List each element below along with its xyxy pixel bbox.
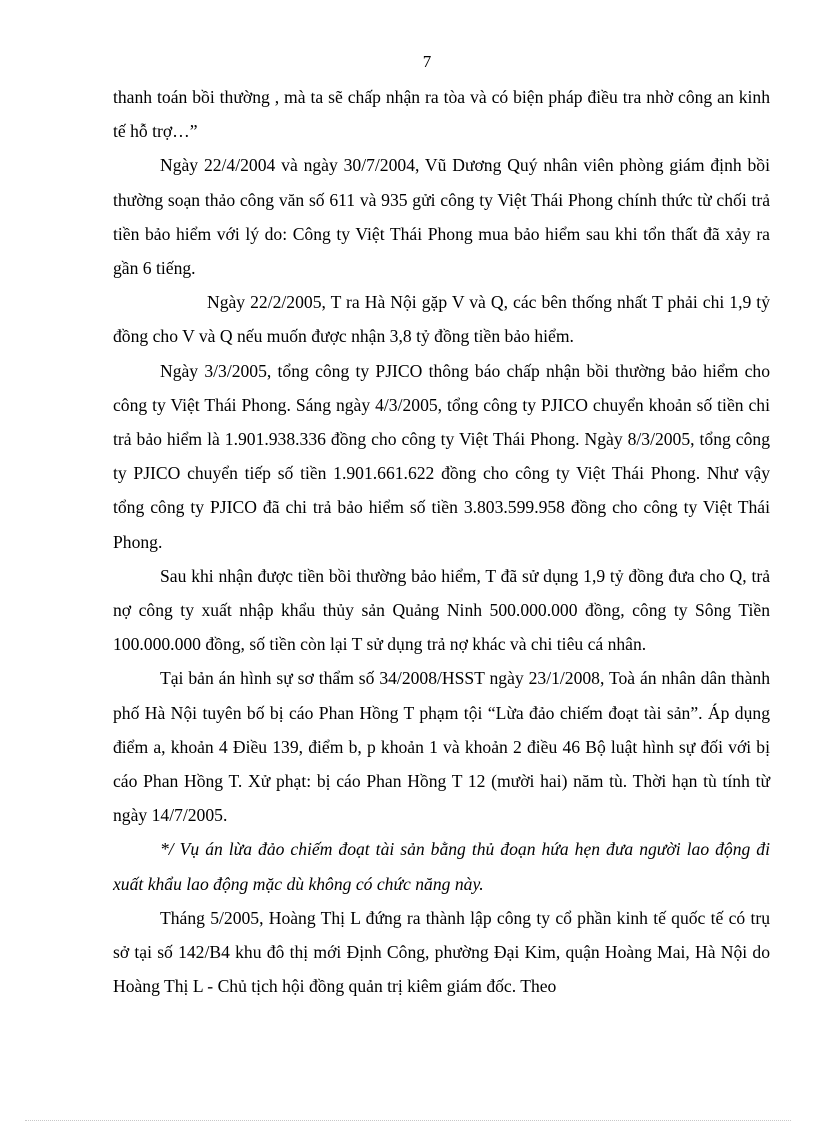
paragraph-spending: Sau khi nhận được tiền bồi thường bảo hiểm, T đã sử dụng 1,9 tỷ đồng đưa cho Q, trả nợ công ty xuất nhập khẩu thủy sản Quảng Ninh 500.000.000 đồng, công ty Sông Tiền 100.000.000 đồng, số tiền còn lại T sử dụng trả nợ khác và chi tiêu cá nhân.	[113, 565, 770, 655]
document-body	[113, 80, 770, 1003]
paragraph-refusal: Ngày 22/4/2004 và ngày 30/7/2004, Vũ Dương Quý nhân viên phòng giám định bồi thường soạn thảo công văn số 611 và 935 gửi công ty Việt Thái Phong chính thức từ chối trả tiền bảo hiểm với lý do: Công ty Việt Thái Phong mua bảo hiểm sau khi tổn thất đã xảy ra gần 6 tiếng.	[113, 155, 770, 279]
paragraph-payment: Ngày 3/3/2005, tổng công ty PJICO thông báo chấp nhận bồi thường bảo hiểm cho công ty Việt Thái Phong. Sáng ngày 4/3/2005, tổng công ty PJICO chuyển khoản số tiền chi trả bảo hiểm là 1.901.938.336 đồng cho công ty Việt Thái Phong. Ngày 8/3/2005, tổng công ty PJICO chuyển tiếp số tiền 1.901.661.622 đồng cho công ty Việt Thái Phong. Như vậy tổng công ty PJICO đã chi trả bảo hiểm số tiền 3.803.599.958 đồng cho công ty Việt Thái Phong.	[113, 360, 770, 552]
paragraph-company: Tháng 5/2005, Hoàng Thị L đứng ra thành lập công ty cổ phần kinh tế quốc tế có trụ sở tại số 142/B4 khu đô thị mới Định Công, phường Đại Kim, quận Hoàng Mai, Hà Nội do Hoàng Thị L - Chủ tịch hội đồng quản trị kiêm giám đốc. Theo	[113, 907, 770, 997]
paragraph-meeting: Ngày 22/2/2005, T ra Hà Nội gặp V và Q, các bên thống nhất T phải chi 1,9 tỷ đồng cho V và Q nếu muốn được nhận 3,8 tỷ đồng tiền bảo hiểm.	[113, 292, 770, 347]
paragraph-continuation: thanh toán bồi thường , mà ta sẽ chấp nhận ra tòa và có biện pháp điều tra nhờ công an kinh tế hỗ trợ…”	[113, 87, 770, 142]
paragraph-verdict: Tại bản án hình sự sơ thẩm số 34/2008/HSST ngày 23/1/2008, Toà án nhân dân thành phố Hà Nội tuyên bố bị cáo Phan Hồng T phạm tội “Lừa đảo chiếm đoạt tài sản”. Áp dụng điểm a, khoản 4 Điều 139, điểm b, p khoản 1 và khoản 2 điều 46 Bộ luật hình sự đối với bị cáo Phan Hồng T. Xử phạt: bị cáo Phan Hồng T 12 (mười hai) năm tù. Thời hạn tù tính từ ngày 14/7/2005.	[113, 668, 770, 826]
page-bottom-divider	[25, 1120, 791, 1121]
page-number: 7	[422, 52, 432, 71]
case-heading: */ Vụ án lừa đảo chiếm đoạt tài sản bằng thủ đoạn hứa hẹn đưa người lao động đi xuất khẩu lao động mặc dù không có chức năng này.	[113, 839, 770, 894]
